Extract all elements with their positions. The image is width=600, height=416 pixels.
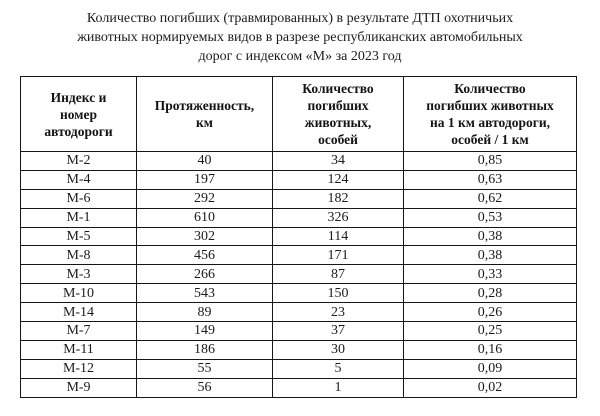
- cell-length-km: 197: [137, 170, 273, 189]
- header-line: Протяженность,: [154, 98, 255, 113]
- cell-animals-killed: 87: [273, 265, 404, 284]
- cell-length-km: 56: [137, 378, 273, 397]
- cell-length-km: 40: [137, 152, 273, 171]
- header-line: особей: [318, 132, 358, 147]
- cell-road-index: М-7: [21, 322, 137, 341]
- cell-killed-per-km: 0,26: [404, 303, 577, 322]
- table-row: [21, 322, 577, 341]
- table-row: [21, 208, 577, 227]
- cell-animals-killed: 326: [273, 208, 404, 227]
- header-line: особей / 1 км: [451, 132, 529, 147]
- cell-length-km: 55: [137, 359, 273, 378]
- cell-animals-killed: 30: [273, 340, 404, 359]
- column-header-length-km: [137, 77, 273, 152]
- cell-road-index: М-14: [21, 303, 137, 322]
- cell-road-index: М-9: [21, 378, 137, 397]
- cell-road-index: М-1: [21, 208, 137, 227]
- cell-length-km: 543: [137, 284, 273, 303]
- column-header-animals-killed: [273, 77, 404, 152]
- cell-killed-per-km: 0,53: [404, 208, 577, 227]
- cell-road-index: М-5: [21, 227, 137, 246]
- cell-length-km: 186: [137, 340, 273, 359]
- cell-animals-killed: 182: [273, 189, 404, 208]
- table-row: [21, 152, 577, 171]
- cell-killed-per-km: 0,02: [404, 378, 577, 397]
- cell-animals-killed: 114: [273, 227, 404, 246]
- cell-killed-per-km: 0,38: [404, 246, 577, 265]
- table-row: [21, 189, 577, 208]
- cell-length-km: 456: [137, 246, 273, 265]
- cell-killed-per-km: 0,38: [404, 227, 577, 246]
- header-line: км: [196, 115, 213, 130]
- title-line-3: дорог с индексом «М» за 2023 год: [198, 49, 402, 64]
- cell-road-index: М-6: [21, 189, 137, 208]
- cell-length-km: 292: [137, 189, 273, 208]
- cell-road-index: М-11: [21, 340, 137, 359]
- column-header-killed-per-km: [404, 77, 577, 152]
- table-row: [21, 246, 577, 265]
- column-header-road-index: [21, 77, 137, 152]
- cell-killed-per-km: 0,85: [404, 152, 577, 171]
- table-row: [21, 340, 577, 359]
- table-row: [21, 303, 577, 322]
- cell-animals-killed: 1: [273, 378, 404, 397]
- title-line-2: животных нормируемых видов в разрезе республиканских автомобильных: [77, 30, 523, 45]
- cell-animals-killed: 124: [273, 170, 404, 189]
- cell-killed-per-km: 0,63: [404, 170, 577, 189]
- header-line: животных,: [304, 115, 372, 130]
- cell-road-index: М-8: [21, 246, 137, 265]
- cell-animals-killed: 150: [273, 284, 404, 303]
- cell-road-index: М-3: [21, 265, 137, 284]
- cell-animals-killed: 34: [273, 152, 404, 171]
- table-row: [21, 170, 577, 189]
- cell-animals-killed: 37: [273, 322, 404, 341]
- cell-road-index: М-10: [21, 284, 137, 303]
- table-header-row: [21, 77, 577, 152]
- cell-animals-killed: 5: [273, 359, 404, 378]
- header-line: Индекс и: [50, 89, 107, 105]
- road-accident-animals-table: [20, 76, 577, 398]
- cell-killed-per-km: 0,25: [404, 322, 577, 341]
- header-line: погибших: [307, 98, 369, 113]
- table-row: [21, 284, 577, 303]
- cell-road-index: М-2: [21, 152, 137, 171]
- header-line: на 1 км автодороги,: [429, 115, 551, 130]
- table-row: [21, 378, 577, 397]
- cell-length-km: 610: [137, 208, 273, 227]
- header-line: Количество: [302, 81, 374, 96]
- cell-length-km: 266: [137, 265, 273, 284]
- cell-killed-per-km: 0,16: [404, 340, 577, 359]
- header-line: погибших животных: [426, 98, 554, 113]
- cell-killed-per-km: 0,33: [404, 265, 577, 284]
- cell-animals-killed: 171: [273, 246, 404, 265]
- cell-road-index: М-12: [21, 359, 137, 378]
- header-line: номер: [60, 106, 97, 122]
- cell-killed-per-km: 0,09: [404, 359, 577, 378]
- header-line: Количество: [454, 81, 526, 96]
- table-row: [21, 359, 577, 378]
- table-row: [21, 265, 577, 284]
- cell-road-index: М-4: [21, 170, 137, 189]
- cell-length-km: 149: [137, 322, 273, 341]
- cell-length-km: 302: [137, 227, 273, 246]
- cell-killed-per-km: 0,28: [404, 284, 577, 303]
- cell-length-km: 89: [137, 303, 273, 322]
- document-title: [0, 0, 600, 66]
- title-line-1: Количество погибших (травмированных) в результате ДТП охотничьих: [86, 11, 514, 26]
- cell-animals-killed: 23: [273, 303, 404, 322]
- table-row: [21, 227, 577, 246]
- header-line: автодороги: [44, 123, 113, 139]
- cell-killed-per-km: 0,62: [404, 189, 577, 208]
